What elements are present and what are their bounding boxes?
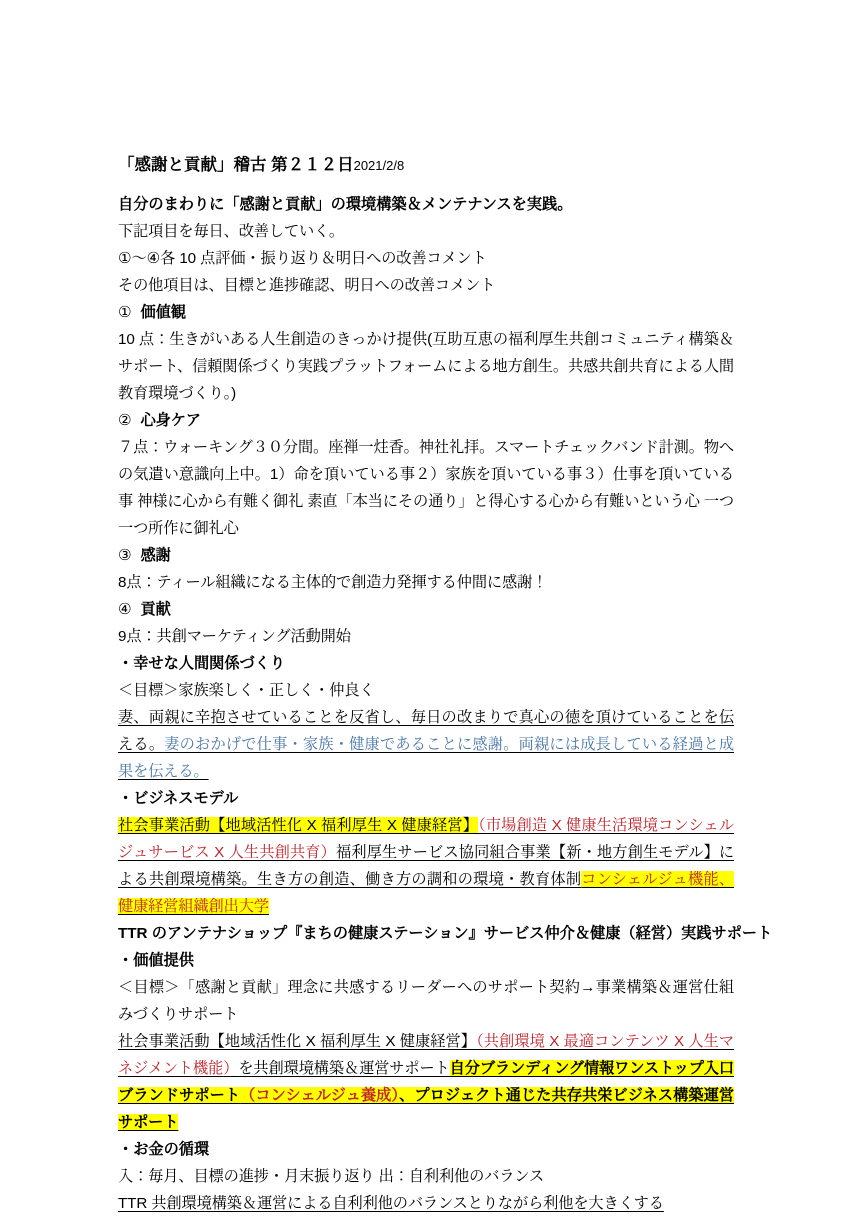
value-offer-body: [118, 1028, 734, 1136]
value-offer-goal: ＜目標＞「感謝と貢献」理念に共感するリーダーへのサポート契約→事業構築＆運営仕組みづくりサポート: [118, 979, 734, 1023]
section-2-number: ②: [118, 412, 132, 429]
section-3-label: 感謝: [140, 547, 171, 564]
value-offer-paren-open: （: [476, 1033, 484, 1050]
section-2-body: ７点：ウォーキング３０分間。座禅一炷香。神社礼拝。スマートチェックバンド計測。物への気遣い意識向上中。1）命を頂いている事２）家族を頂いている事３）仕事を頂いている事 神様に心から有難く御礼 素直「本当にその通り」と得心する心から有難いという心 一つ一つ所作に御礼心: [118, 439, 734, 537]
business-model-highlight-red-segment: コンシェルジュ機能、健康経営組織創出大学: [118, 871, 734, 915]
intro-heading: 自分のまわりに「感謝と貢献」の環境構築＆メンテナンスを実践。: [118, 196, 573, 213]
intro-line-2: ①～④各 10 点評価・振り返り＆明日への改善コメント: [118, 250, 487, 267]
business-model-black-segment: 福利厚生サービス協同組合事業【新・地方創生モデル】による共創環境構築。生き方の創造、働き方の調和の環境・教育体制: [118, 844, 735, 888]
value-offer-red-segment: 共創環境 X 最適コンテンツ X 人生マネジメント機能: [118, 1033, 734, 1077]
money-heading: ・お金の循環: [118, 1141, 210, 1158]
document-title-text: 「感謝と貢献」稽古 第２１２日: [118, 156, 354, 174]
value-offer-highlight-black-segment: 自分ブランディング情報ワンストップ入口ブランドサポート: [118, 1060, 734, 1104]
document-body: [118, 152, 773, 1217]
business-model-heading: ・ビジネスモデル: [118, 790, 239, 807]
business-model-body: [118, 812, 734, 920]
value-offer-highlight-black-segment-2: 、プロジェクト通じた共存共栄ビジネス構築運営サポート: [118, 1087, 734, 1131]
document-title-date: 2021/2/8: [353, 158, 405, 173]
section-4-heading: [118, 596, 734, 623]
section-4-label: 貢献: [140, 601, 171, 618]
value-offer-highlight-red-segment: （コンシェルジュ養成）: [240, 1087, 400, 1104]
section-1-number: ①: [118, 304, 132, 321]
section-1-heading: [118, 299, 734, 326]
value-offer-black-segment-2: を共創環境構築＆運営サポート: [238, 1060, 450, 1077]
value-offer-paren-close: ）: [223, 1060, 239, 1077]
section-1-label: 価値観: [140, 304, 186, 321]
section-2-heading: [118, 407, 734, 434]
happiness-body: [118, 704, 734, 785]
section-3-heading: [118, 542, 734, 569]
section-3-body: 8点：ティール組織になる主体的で創造力発揮する仲間に感謝！: [118, 574, 548, 591]
money-line-2: TTR 共創環境構築＆運営による自利利他のバランスとりながら利他を大きくする: [118, 1195, 664, 1212]
document-title: [118, 152, 734, 179]
intro-line-1: 下記項目を毎日、改善していく。: [118, 223, 345, 240]
happiness-body-blue: 妻のおかげで仕事・家族・健康であることに感謝。両親には成長している経過と成果を伝える。: [118, 736, 734, 780]
business-model-red-segment: 市場創造 X 健康生活環境コンシェルジュサービス X 人生共創共育: [118, 817, 734, 861]
section-2-label: 心身ケア: [140, 412, 201, 429]
money-line-1: 入：毎月、目標の進捗・月末振り返り 出：自利利他のバランス: [118, 1168, 545, 1185]
value-offer-heading: ・価値提供: [118, 952, 194, 969]
intro-line-3: その他項目は、目標と進捗確認、明日への改善コメント: [118, 277, 496, 294]
happiness-goal: ＜目標＞家族楽しく・正しく・仲良く: [118, 682, 375, 699]
section-1-body: 10 点：生きがいある人生創造のきっかけ提供(互助互恵の福利厚生共創コミュニティ構築＆サポート、信頼関係づくり実践プラットフォームによる地方創生。共感共創共育による人間教育環境づくり。): [118, 331, 734, 402]
business-model-ttr-line: TTR のアンテナショップ『まちの健康ステーション』サービス仲介＆健康（経営）実践サポート: [118, 925, 773, 942]
happiness-body-black: 妻、両親に辛抱させていることを反省し、毎日の改まりで真心の徳を頂けていることを伝える。: [118, 709, 734, 753]
section-4-body: 9点：共創マーケティング活動開始: [118, 628, 351, 645]
business-model-paren-close: ）: [320, 844, 337, 861]
value-offer-black-segment-1: 社会事業活動【地域活性化 X 福利厚生 X 健康経営】: [118, 1033, 477, 1050]
section-4-number: ④: [118, 601, 132, 618]
section-3-number: ③: [118, 547, 132, 564]
happiness-heading: ・幸せな人間関係づくり: [118, 655, 286, 672]
business-model-highlight-segment: 社会事業活動【地域活性化 X 福利厚生 X 健康経営】: [118, 817, 479, 834]
business-model-paren-open: （: [478, 817, 486, 834]
